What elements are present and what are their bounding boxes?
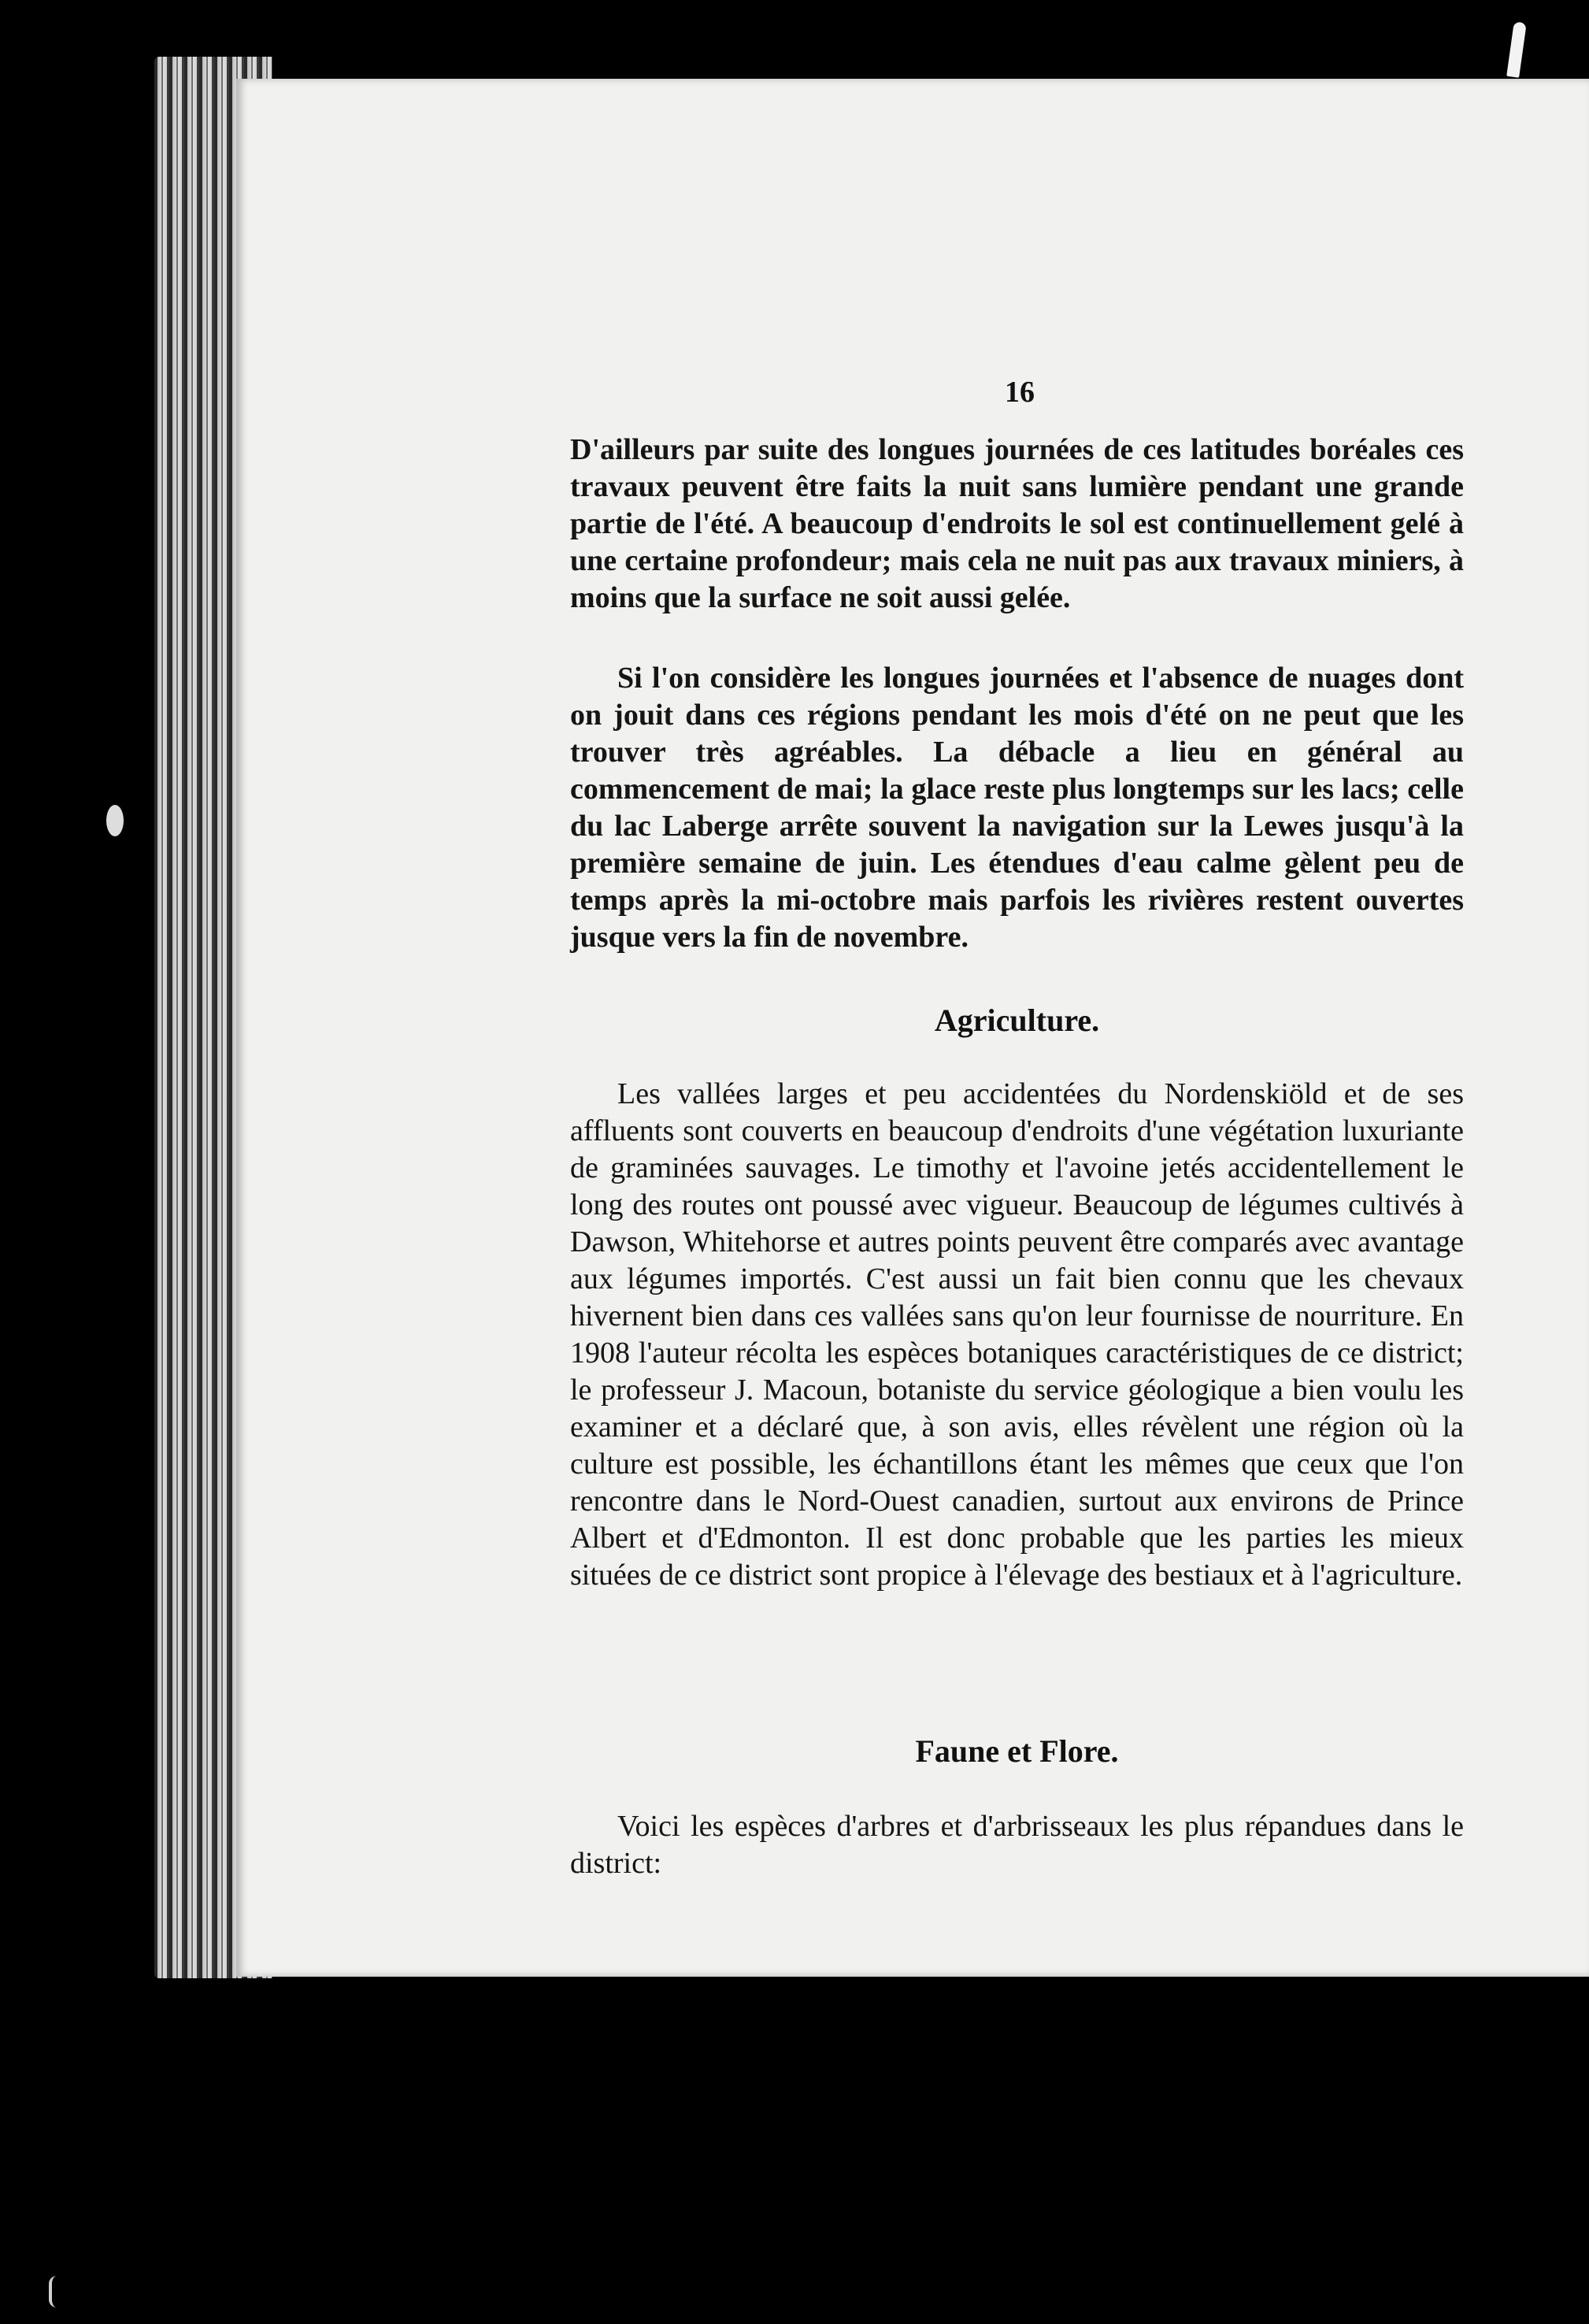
paragraph-species-intro: Voici les espèces d'arbres et d'arbrisseaux les plus répandues dans le district: xyxy=(570,1810,1464,1880)
paragraph-agriculture: Les vallées larges et peu accidentées du Nordenskiöld et de ses affluents sont couverts en beaucoup d'endroits d'une végétation luxuriante de graminées sauvages. Le timothy et l'avoine jetés accidentellement le long des routes ont poussé avec vigueur. Beaucoup de légumes cultivés à Dawson, Whitehorse et autres points peuvent être comparés avec avantage aux légumes importés. C'est aussi un fait bien connu que les chevaux hivernent bien dans ces vallées sans qu'on leur fournisse de nourriture. En 1908 l'auteur récolta les espèces botaniques caractéristiques de ce district; le professeur J. Macoun, botaniste du service géologique a bien voulu les examiner et a déclaré que, à son avis, elles révèlent une région où la culture est possible, les échantillons étant les mêmes que ceux que l'on rencontre dans le Nord-Ouest canadien, surtout aux environs de Prince Albert et d'Edmonton. Il est donc probable que les parties les mieux situées de ce district sont propice à l'élevage des bestiaux et à l'agriculture. xyxy=(570,1077,1464,1592)
scan-artifact-top xyxy=(1506,21,1527,78)
heading-faune-flore: Faune et Flore. xyxy=(915,1733,1119,1769)
heading-agriculture: Agriculture. xyxy=(934,1003,1100,1038)
page-number: 16 xyxy=(1005,376,1035,409)
film-edge-mark xyxy=(49,2276,60,2307)
scan-artifact-left xyxy=(106,805,124,836)
paragraph-climate: Si l'on considère les longues journées et l'absence de nuages dont on jouit dans ces régions pendant les mois d'été on ne peut que les trouver très agréables. La débacle a lieu en général au commencement de mai; la glace reste plus longtemps sur les lacs; celle du lac Laberge arrête souvent la navigation sur la Lewes jusqu'à la première semaine de juin. Les étendues d'eau calme gèlent peu de temps après la mi-octobre mais parfois les rivières restent ouvertes jusque vers la fin de novembre. xyxy=(570,662,1464,954)
paragraph-mining-daylight: D'ailleurs par suite des longues journées de ces latitudes boréales ces travaux peuvent être faits la nuit sans lumière pendant une grande partie de l'été. A beaucoup d'endroits le sol est continuellement gelé à une certaine profondeur; mais cela ne nuit pas aux travaux miniers, à moins que la surface ne soit aussi gelée. xyxy=(570,433,1464,614)
